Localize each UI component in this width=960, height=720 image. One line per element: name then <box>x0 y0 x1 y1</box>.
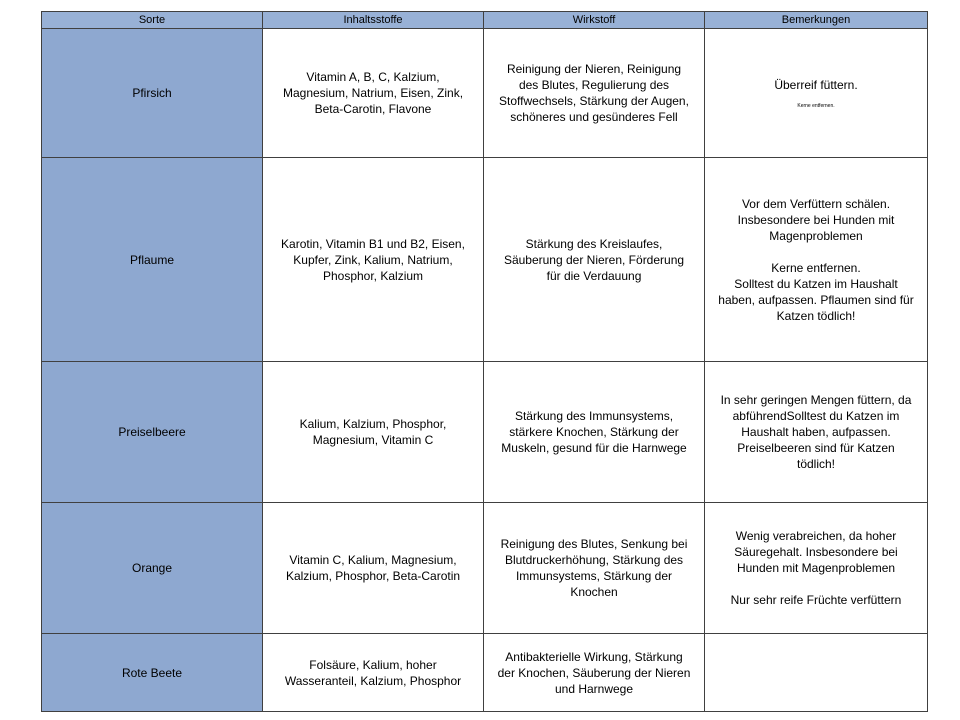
header-row <box>42 12 928 29</box>
cell-sorte <box>42 362 263 503</box>
table-row <box>42 29 928 158</box>
cell-inhaltsstoffe <box>263 29 484 158</box>
bemerkungen-note: Kerne entfernen. <box>797 102 835 109</box>
header-inhaltsstoffe: Inhaltsstoffe <box>263 12 484 29</box>
bemerkungen-text: Wenig verabreichen, da hoher Säuregehalt. Insbesondere bei Hunden mit Magenproblemen Nur sehr reife Früchte verfüttern <box>730 529 902 607</box>
inhaltsstoffe-text: Folsäure, Kalium, hoher Wasseranteil, Kalzium, Phosphor <box>284 657 462 688</box>
cell-bemerkungen <box>705 634 928 712</box>
table-row <box>42 503 928 634</box>
table-row <box>42 158 928 362</box>
wirkstoff-text: Stärkung des Immunsystems, stärkere Knochen, Stärkung der Muskeln, gesund für die Harnwege <box>501 409 687 455</box>
cell-wirkstoff <box>484 29 705 158</box>
cell-bemerkungen <box>705 362 928 503</box>
cell-inhaltsstoffe <box>263 158 484 362</box>
header-sorte: Sorte <box>42 12 263 29</box>
inhaltsstoffe-text: Karotin, Vitamin B1 und B2, Eisen, Kupfer, Zink, Kalium, Natrium, Phosphor, Kalzium <box>281 236 465 283</box>
inhaltsstoffe-text: Vitamin A, B, C, Kalzium, Magnesium, Natrium, Eisen, Zink, Beta-Carotin, Flavone <box>282 70 464 116</box>
cell-inhaltsstoffe <box>263 362 484 503</box>
cell-wirkstoff <box>484 158 705 362</box>
wirkstoff-text: Antibakterielle Wirkung, Stärkung der Knochen, Säuberung der Nieren und Harnwege <box>497 649 691 696</box>
sorte-text: Pfirsich <box>132 86 172 100</box>
cell-inhaltsstoffe <box>263 634 484 712</box>
sorte-text: Preiselbeere <box>118 425 186 439</box>
table-header <box>42 12 928 29</box>
table-body <box>42 29 928 712</box>
sorte-text: Pflaume <box>129 252 175 267</box>
cell-bemerkungen <box>705 503 928 634</box>
table-row <box>42 362 928 503</box>
cell-inhaltsstoffe <box>263 503 484 634</box>
fruit-table <box>41 11 928 712</box>
cell-sorte <box>42 503 263 634</box>
cell-wirkstoff <box>484 362 705 503</box>
bemerkungen-text: In sehr geringen Mengen füttern, da abführendSolltest du Katzen im Haushalt haben, aufpassen. Preiselbeeren sind für Katzen tödlich! <box>720 393 912 471</box>
cell-sorte <box>42 634 263 712</box>
cell-sorte <box>42 158 263 362</box>
inhaltsstoffe-text: Kalium, Kalzium, Phosphor, Magnesium, Vitamin C <box>299 417 447 447</box>
bemerkungen-text: Überreif füttern. <box>774 77 858 92</box>
bemerkungen-text: Vor dem Verfüttern schälen. Insbesondere bei Hunden mit Magenproblemen Kerne entfernen. Solltest du Katzen im Haushalt haben, aufpassen. Pflaumen sind für Katzen tödlich! <box>718 196 914 323</box>
cell-wirkstoff <box>484 503 705 634</box>
sorte-text: Orange <box>131 561 173 575</box>
cell-bemerkungen <box>705 158 928 362</box>
cell-sorte <box>42 29 263 158</box>
inhaltsstoffe-text: Vitamin C, Kalium, Magnesium, Kalzium, Phosphor, Beta-Carotin <box>285 553 461 583</box>
table-row <box>42 634 928 712</box>
wirkstoff-text: Reinigung des Blutes, Senkung bei Blutdruckerhöhung, Stärkung des Immunsystems, Stärkung der Knochen <box>500 537 688 599</box>
cell-bemerkungen <box>705 29 928 158</box>
header-wirkstoff: Wirkstoff <box>484 12 705 29</box>
header-bemerkungen: Bemerkungen <box>705 12 928 29</box>
cell-wirkstoff <box>484 634 705 712</box>
sorte-text: Rote Beete <box>121 665 183 680</box>
wirkstoff-text: Reinigung der Nieren, Reinigung des Blutes, Regulierung des Stoffwechsels, Stärkung der Augen, schöneres und gesünderes Fell <box>499 62 689 124</box>
wirkstoff-text: Stärkung des Kreislaufes, Säuberung der Nieren, Förderung für die Verdauung <box>503 236 685 283</box>
